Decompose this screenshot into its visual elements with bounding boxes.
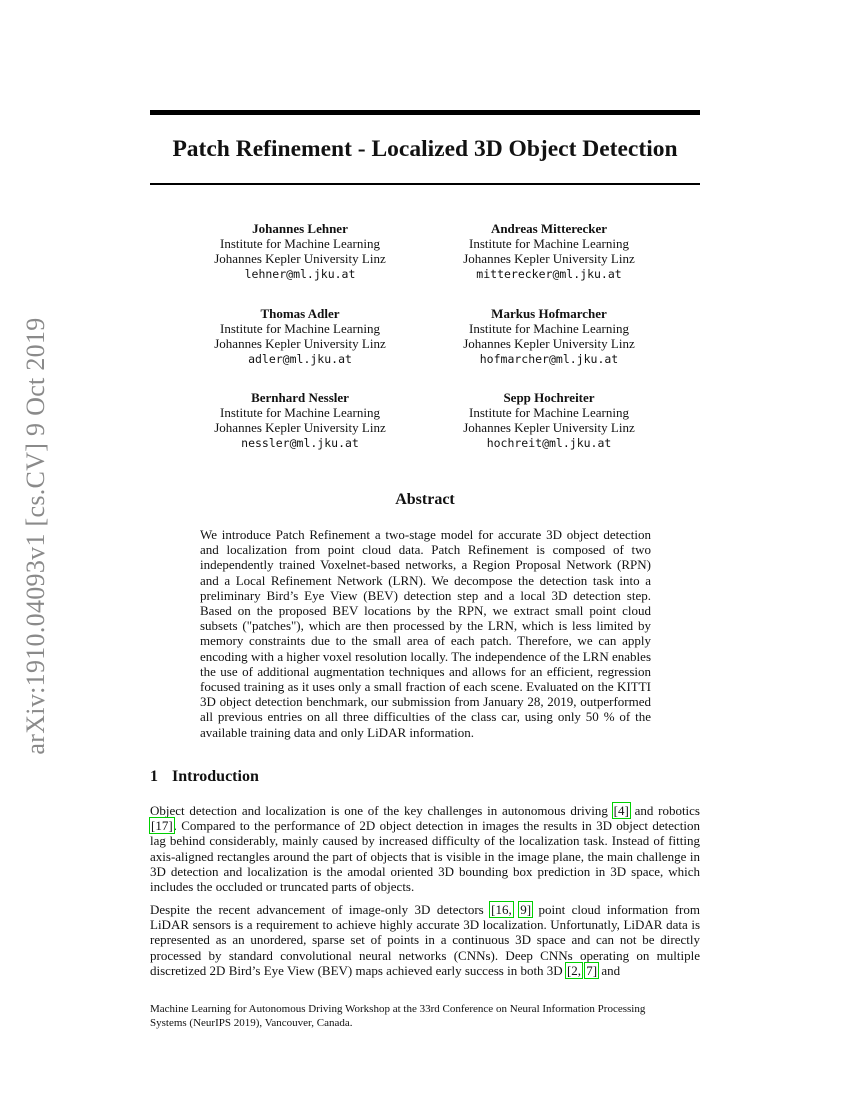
author-affiliation: Institute for Machine Learning <box>220 321 380 336</box>
venue-footnote <box>150 1003 700 1030</box>
text-run: point cloud information from LiDAR sensors is a requirement to achieve highly accurate 3D localization. Unfortunatly, LiDAR data is represented as an unordered, sparse set of points in a continuous 3D space and can not be directly processed by standard convolutional neural networks (CNNs). Deep CNNs operating on multiple discretized 2D Bird’s Eye View (BEV) maps achieved early success in both 3D <box>150 902 700 978</box>
author-affiliation: Institute for Machine Learning <box>469 405 629 420</box>
author-name: Thomas Adler <box>260 306 340 321</box>
intro-paragraph <box>150 803 700 894</box>
title-bottom-rule <box>150 183 700 185</box>
text-run: . Compared to the performance of 2D object detection in images the results in 3D object detection lag behind considerably, mainly caused by increased difficulty of the localization task. Instead of fitting axis-aligned rectangles around the part of objects that is visible in the image plane, the main challenge in 3D detection and localization is the amodal oriented 3D bounding box prediction in 3D space, which includes the occluded or truncated parts of objects. <box>150 818 700 895</box>
author-affiliation: Johannes Kepler University Linz <box>214 251 386 266</box>
section-title: Introduction <box>172 768 259 785</box>
text-run: Object detection and localization is one of the key challenges in autonomous driving <box>150 803 613 818</box>
author-name: Markus Hofmarcher <box>491 306 607 321</box>
author-block <box>429 390 669 451</box>
abstract-text: We introduce Patch Refinement a two-stage model for accurate 3D object detection and localization from point cloud data. Patch Refinement is composed of two independently trained Voxelnet-based networks, a Region Proposal Network (RPN) and a Local Refinement Network (LRN). We decompose the detection task into a preliminary Bird’s Eye View (BEV) detection step and a local 3D detection step. Based on the proposed BEV locations by the RPN, we extract small point cloud subsets ("patches"), which are then processed by the LRN, which is less limited by memory constraints due to the small area of each patch. Therefore, we can apply encoding with a higher voxel resolution locally. The independence of the LRN enables the use of additional augmentation techniques and allows for an efficient, regression focused training as it uses only a small fraction of each scene. Evaluated on the KITTI 3D object detection benchmark, our submission from January 28, 2019, outperformed all previous entries on all three difficulties of the class car, using only 50 % of the available training data and only LiDAR information. <box>200 527 651 740</box>
author-affiliation: Johannes Kepler University Linz <box>463 420 635 435</box>
author-block <box>429 306 669 367</box>
paper-title: Patch Refinement - Localized 3D Object Detection <box>172 136 678 162</box>
section-number: 1 <box>150 768 158 785</box>
author-email: nessler@ml.jku.at <box>241 436 359 450</box>
text-run: and robotics <box>629 803 700 818</box>
author-affiliation: Institute for Machine Learning <box>220 236 380 251</box>
text-run: Despite the recent advancement of image-only 3D detectors <box>150 902 491 917</box>
author-block <box>429 221 669 282</box>
footnote-line: Systems (NeurIPS 2019), Vancouver, Canada. <box>150 1016 353 1029</box>
citation-link[interactable]: [17] <box>151 818 173 834</box>
author-block <box>180 390 420 451</box>
author-affiliation: Johannes Kepler University Linz <box>214 336 386 351</box>
citation-link[interactable]: 7] <box>586 962 598 978</box>
author-block <box>180 221 420 282</box>
author-name: Johannes Lehner <box>252 221 348 236</box>
author-affiliation: Institute for Machine Learning <box>469 236 629 251</box>
author-block <box>180 306 420 367</box>
citation-link[interactable]: [4] <box>613 803 629 818</box>
title-top-rule <box>150 110 700 115</box>
citation-link[interactable]: 9] <box>520 902 532 917</box>
intro-paragraph <box>150 902 700 978</box>
author-email: hochreit@ml.jku.at <box>486 436 612 450</box>
author-name: Sepp Hochreiter <box>503 390 595 405</box>
author-email: adler@ml.jku.at <box>248 352 352 366</box>
author-affiliation: Johannes Kepler University Linz <box>214 420 386 435</box>
author-affiliation: Institute for Machine Learning <box>220 405 380 420</box>
author-name: Bernhard Nessler <box>251 390 349 405</box>
citation-link[interactable]: [2, <box>566 962 582 978</box>
text-run: and <box>598 962 621 978</box>
arxiv-stamp-text: arXiv:1910.04093v1 [cs.CV] 9 Oct 2019 <box>21 317 50 755</box>
author-email: mitterecker@ml.jku.at <box>476 267 622 281</box>
author-affiliation: Institute for Machine Learning <box>469 321 629 336</box>
author-email: hofmarcher@ml.jku.at <box>479 352 619 366</box>
author-affiliation: Johannes Kepler University Linz <box>463 251 635 266</box>
author-affiliation: Johannes Kepler University Linz <box>463 336 635 351</box>
footnote-line: Machine Learning for Autonomous Driving Workshop at the 33rd Conference on Neural Information Processing <box>150 1003 646 1015</box>
author-email: lehner@ml.jku.at <box>244 267 356 281</box>
section-heading <box>150 768 259 786</box>
author-name: Andreas Mitterecker <box>490 221 608 236</box>
abstract-heading: Abstract <box>395 491 455 508</box>
citation-link[interactable]: [16, <box>491 902 512 917</box>
